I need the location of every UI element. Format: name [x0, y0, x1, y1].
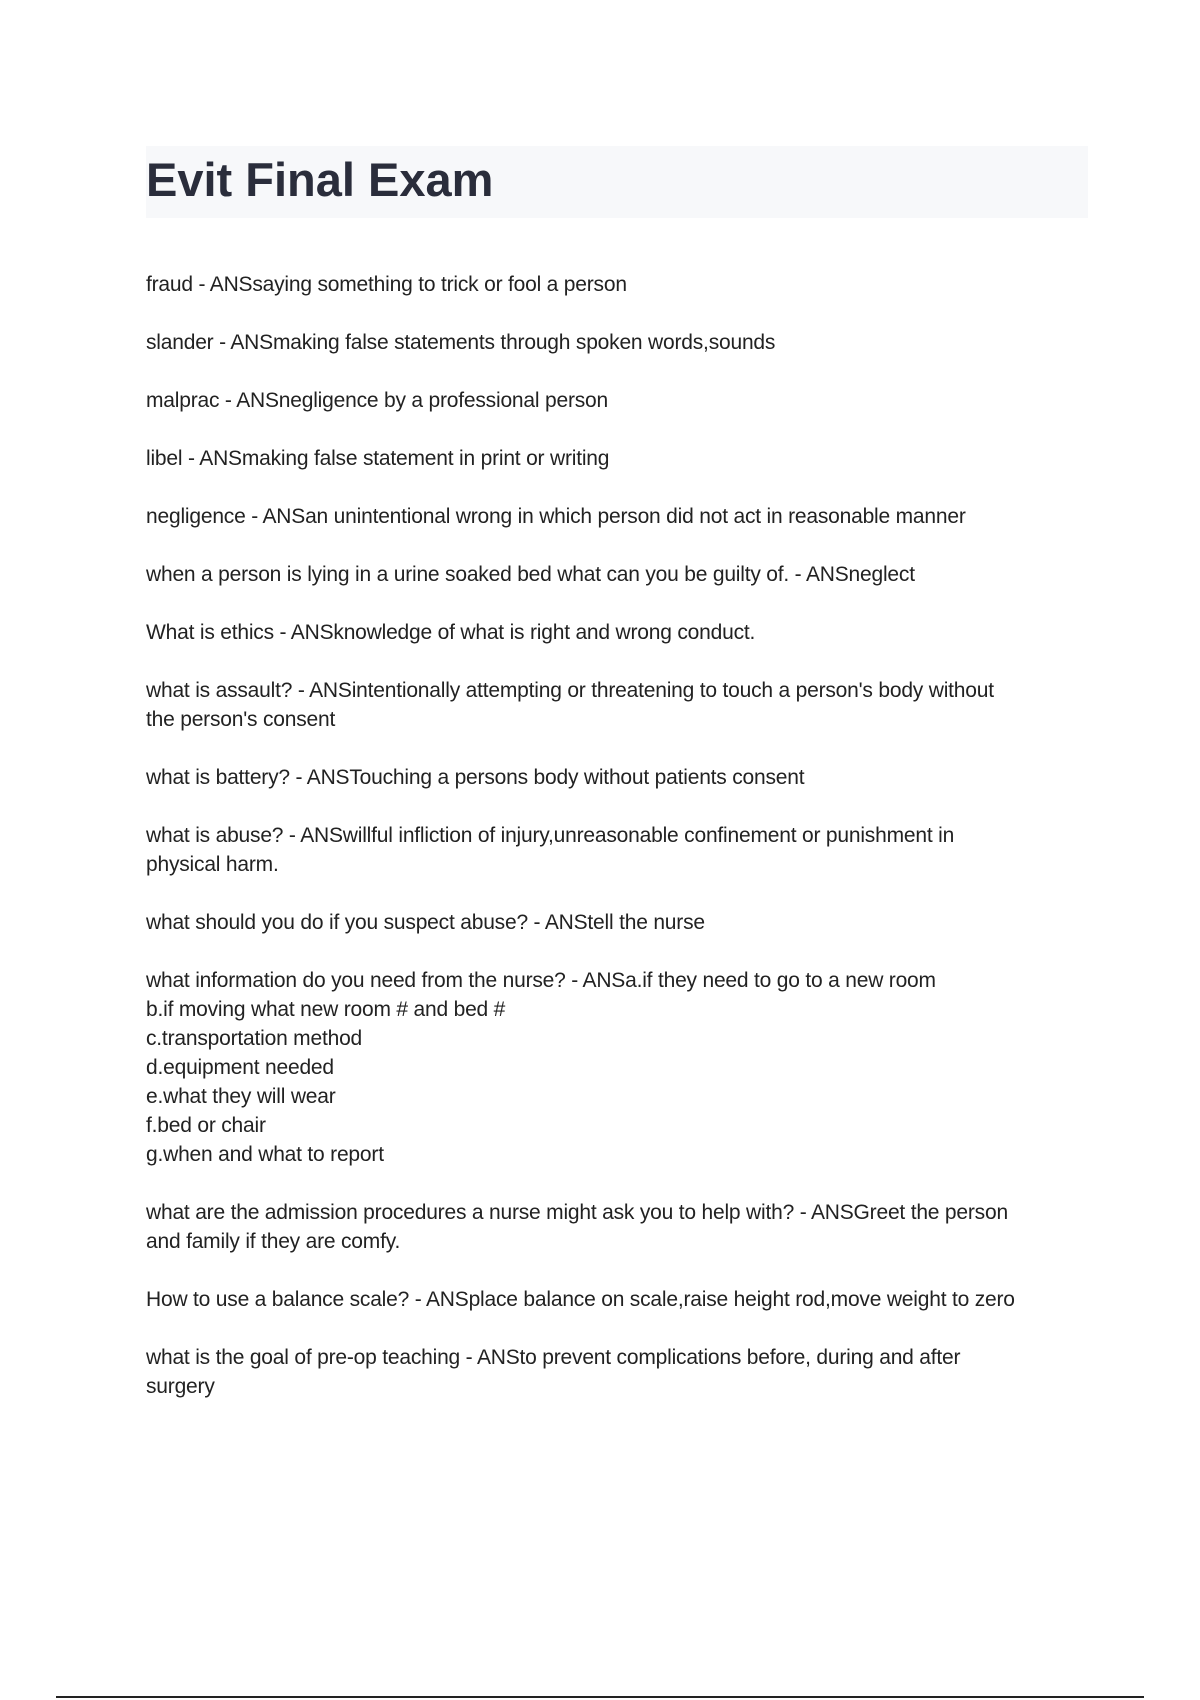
qa-item: What is ethics - ANSknowledge of what is right and wrong conduct. [146, 621, 756, 644]
qa-item: what is assault? - ANSintentionally attempting or threatening to touch a person's body without the person's consent [146, 679, 994, 731]
qa-item: what are the admission procedures a nurse might ask you to help with? - ANSGreet the person and family if they are comfy. [146, 1201, 1008, 1253]
qa-item: slander - ANSmaking false statements through spoken words,sounds [146, 331, 776, 354]
qa-item: what is the goal of pre-op teaching - ANSto prevent complications before, during and after surgery [146, 1346, 961, 1398]
page-title: Evit Final Exam [146, 153, 494, 206]
qa-item: negligence - ANSan unintentional wrong in which person did not act in reasonable manner [146, 505, 966, 528]
qa-item: what is battery? - ANSTouching a persons body without patients consent [146, 766, 805, 789]
title-band [146, 146, 1088, 218]
qa-item: How to use a balance scale? - ANSplace balance on scale,raise height rod,move weight to zero [146, 1288, 1015, 1311]
qa-item: fraud - ANSsaying something to trick or fool a person [146, 273, 627, 296]
qa-list [146, 270, 1092, 1430]
qa-item: what should you do if you suspect abuse? - ANStell the nurse [146, 911, 705, 934]
page-bottom-divider [56, 1696, 1144, 1698]
qa-item: what information do you need from the nurse? - ANSa.if they need to go to a new room b.if moving what new room # and bed # c.transportation method d.equipment needed e.what they will wear f.bed or chair g.when and what to report [146, 969, 936, 1166]
qa-item: libel - ANSmaking false statement in print or writing [146, 447, 610, 470]
qa-item: what is abuse? - ANSwillful infliction of injury,unreasonable confinement or punishment in physical harm. [146, 824, 955, 876]
qa-item: malprac - ANSnegligence by a professional person [146, 389, 608, 412]
qa-item: when a person is lying in a urine soaked bed what can you be guilty of. - ANSneglect [146, 563, 915, 586]
